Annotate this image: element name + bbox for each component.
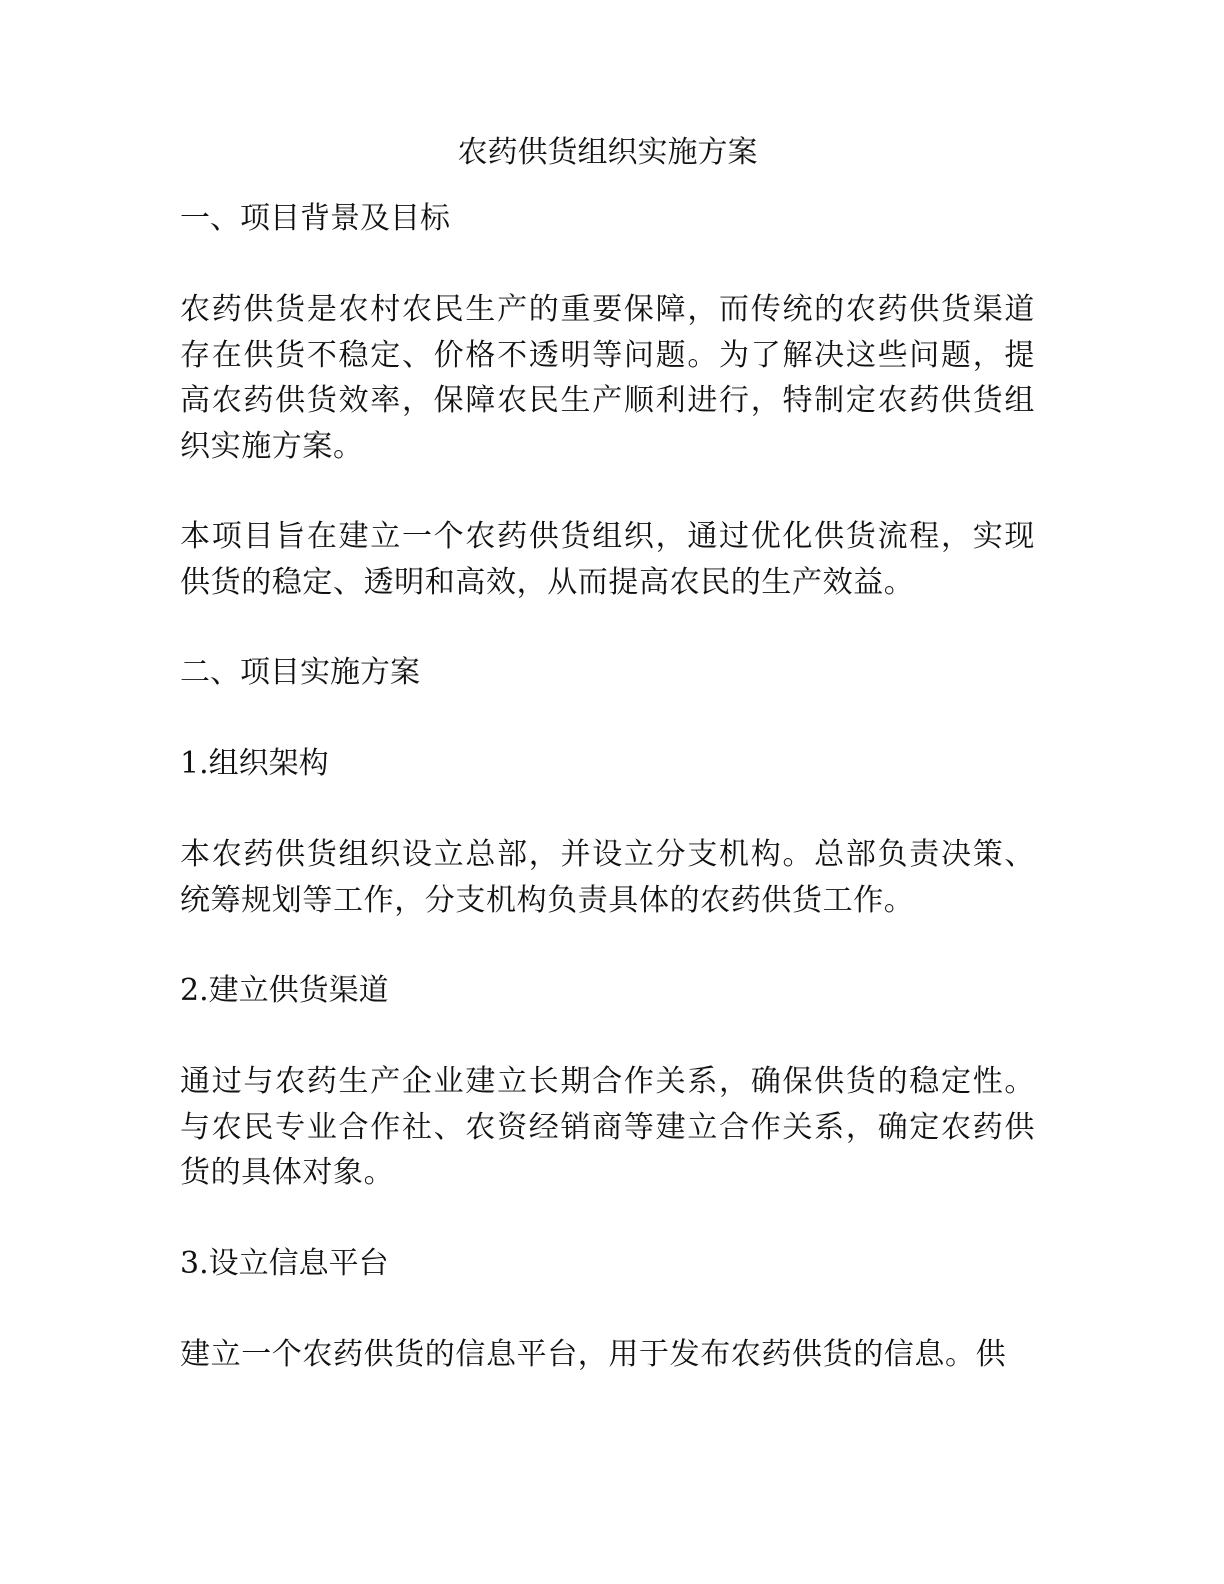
paragraph-supply-channels: 通过与农药生产企业建立长期合作关系，确保供货的稳定性。与农民专业合作社、农资经销商等建立合作关系，确定农药供货的具体对象。	[180, 1064, 1035, 1190]
paragraph-organization: 本农药供货组织设立总部，并设立分支机构。总部负责决策、统筹规划等工作，分支机构负责具体的农药供货工作。	[180, 837, 1035, 918]
paragraph-info-platform: 建立一个农药供货的信息平台，用于发布农药供货的信息。供	[180, 1336, 1007, 1372]
subheading-info-platform: 3.设立信息平台	[180, 1245, 389, 1281]
document-body	[180, 130, 1035, 1377]
section-heading-implementation: 二、项目实施方案	[180, 655, 420, 690]
subheading-organization: 1.组织架构	[180, 746, 329, 781]
section-heading-background: 一、项目背景及目标	[180, 201, 450, 236]
paragraph-background: 农药供货是农村农民生产的重要保障，而传统的农药供货渠道存在供货不稳定、价格不透明等问题。为了解决这些问题，提高农药供货效率，保障农民生产顺利进行，特制定农药供货组织实施方案。	[180, 292, 1035, 464]
subheading-supply-channels: 2.建立供货渠道	[180, 973, 389, 1008]
paragraph-goal: 本项目旨在建立一个农药供货组织，通过优化供货流程，实现供货的稳定、透明和高效，从而提高农民的生产效益。	[180, 519, 1035, 600]
document-title: 农药供货组织实施方案	[457, 135, 758, 170]
